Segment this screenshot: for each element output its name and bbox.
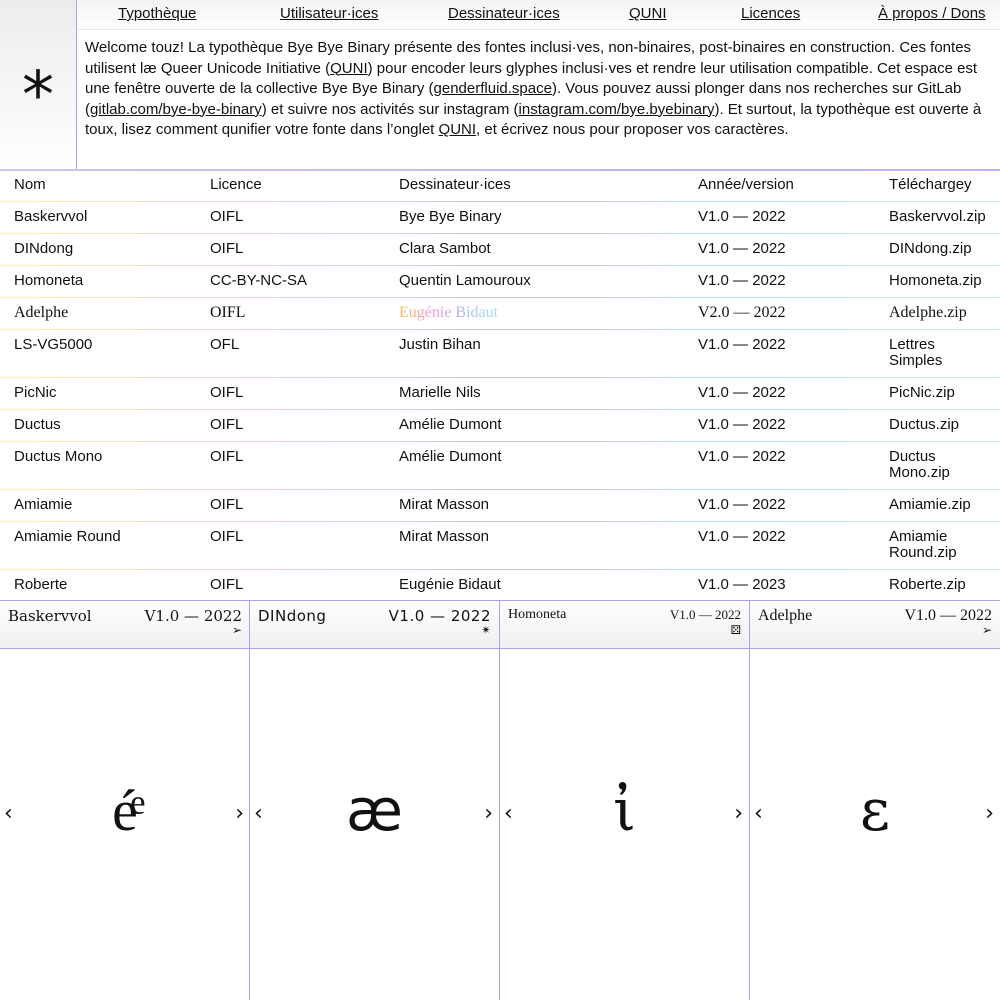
font-name-cell: PicNic [14, 384, 57, 401]
table-row[interactable] [0, 410, 1000, 442]
designer-cell: Justin Bihan [399, 336, 481, 353]
card-font-name: Baskervvol [8, 607, 92, 625]
column-header-telechargey[interactable]: Téléchargey [889, 176, 972, 193]
licence-cell: OIFL [210, 496, 244, 513]
download-link[interactable]: Amiamie Round.zip [889, 528, 957, 561]
nav-link-typotheque[interactable]: Typothèque [118, 5, 197, 22]
font-name-cell: Amiamie [14, 496, 73, 513]
table-header-row [0, 170, 1000, 202]
download-link[interactable]: Ductus.zip [889, 416, 960, 433]
next-glyph-button[interactable]: › [985, 801, 994, 826]
designer-cell: Amélie Dumont [399, 416, 502, 433]
licence-cell: OIFL [210, 528, 244, 545]
download-link[interactable]: PicNic.zip [889, 384, 955, 401]
intro-text-part: ) et suivre nos activités sur instagram ( [261, 100, 519, 118]
quni-tab-link[interactable]: QUNI [438, 121, 477, 138]
quni-link[interactable]: QUNI [330, 59, 368, 77]
licence-cell: CC-BY-NC-SA [210, 272, 307, 289]
dice-icon[interactable]: ⚄ [730, 623, 741, 637]
intro-text-part: ). Vous pouvez aussi plonger dans nos recherches sur GitLab ( [85, 80, 962, 118]
table-row[interactable] [0, 202, 1000, 234]
download-link[interactable]: Lettres Simples [889, 336, 943, 369]
font-name-cell: Ductus Mono [14, 448, 103, 465]
nav-link-utilisateurices[interactable]: Utilisateur·ices [280, 5, 379, 22]
font-name-cell: Baskervvol [14, 208, 88, 225]
designer-cell: Amélie Dumont [399, 448, 502, 465]
column-header-annee-version[interactable]: Année/version [698, 176, 794, 193]
font-name-cell: LS-VG5000 [14, 336, 93, 353]
column-header-dessinateurices[interactable]: Dessinateur·ices [399, 176, 511, 193]
card-version: V1.0 — 2022 [904, 607, 992, 624]
designer-cell: Eugénie Bidaut [399, 304, 499, 321]
prev-glyph-button[interactable]: ‹ [254, 801, 263, 826]
specimen-card-homoneta [499, 600, 749, 1000]
glyph-preview: æ [346, 776, 403, 844]
table-row[interactable] [0, 298, 1000, 330]
version-cell: V1.0 — 2023 [698, 576, 786, 593]
designer-cell: Eugénie Bidaut [399, 576, 501, 593]
table-row[interactable] [0, 442, 1000, 490]
font-name-cell: Homoneta [14, 272, 84, 289]
prev-glyph-button[interactable]: ‹ [754, 801, 763, 826]
licence-cell: OIFL [210, 576, 244, 593]
nav-link-a-propos-dons[interactable]: À propos / Dons [878, 5, 986, 22]
card-header [250, 601, 499, 649]
genderfluid-link[interactable]: genderfluid.space [433, 80, 552, 97]
table-row[interactable] [0, 378, 1000, 410]
glyph-preview: ἰ [613, 776, 636, 844]
glyph-preview: éͤ [112, 776, 138, 844]
intro-text-part: , et écrivez nous pour proposer vos caractères. [476, 121, 789, 138]
card-header [0, 601, 250, 649]
specimen-card-adelphe [749, 600, 1000, 1000]
logo[interactable] [0, 0, 77, 170]
prev-glyph-button[interactable]: ‹ [504, 801, 513, 826]
arrow-icon[interactable]: ➢ [231, 623, 242, 637]
glyph-preview: ε [859, 776, 891, 844]
version-cell: V1.0 — 2022 [698, 448, 786, 465]
font-name-cell: Amiamie Round [14, 528, 121, 545]
licence-cell: OIFL [210, 208, 244, 225]
designer-cell: Quentin Lamouroux [399, 272, 531, 289]
instagram-link[interactable]: instagram.com/bye.byebinary [518, 100, 715, 118]
table-row[interactable] [0, 234, 1000, 266]
font-name-cell: DINdong [14, 240, 74, 257]
card-font-name: DINdong [258, 607, 327, 625]
specimen-cards [0, 600, 1000, 1000]
version-cell: V1.0 — 2022 [698, 528, 786, 545]
download-link[interactable]: Amiamie.zip [889, 496, 971, 513]
designer-cell: Mirat Masson [399, 528, 490, 545]
column-header-licence[interactable]: Licence [210, 176, 262, 193]
version-cell: V1.0 — 2022 [698, 240, 786, 257]
intro-text-part: ). Et surtout, la typothèque est ouverte à toux, lisez comment qunifier votre fonte dans l’onglet [85, 100, 982, 138]
licence-cell: OIFL [210, 416, 244, 433]
card-version: V1.0 — 2022 [669, 607, 741, 622]
next-glyph-button[interactable]: › [235, 801, 244, 826]
licence-cell: OFL [210, 336, 240, 353]
download-link[interactable]: Adelphe.zip [889, 304, 967, 321]
designer-cell: Mirat Masson [399, 496, 490, 513]
table-row[interactable] [0, 490, 1000, 522]
card-font-name: Homoneta [508, 607, 567, 622]
card-header [750, 601, 1000, 649]
table-row[interactable] [0, 266, 1000, 298]
version-cell: V1.0 — 2022 [698, 208, 786, 225]
nav-link-dessinateurices[interactable]: Dessinateur·ices [448, 5, 560, 22]
star-icon[interactable]: ✴ [480, 623, 491, 637]
licence-cell: OIFL [210, 240, 244, 257]
gitlab-link[interactable]: gitlab.com/bye-bye-binary [90, 100, 262, 118]
version-cell: V1.0 — 2022 [698, 496, 786, 513]
licence-cell: OIFL [210, 448, 244, 465]
table-row[interactable] [0, 570, 1000, 600]
table-row[interactable] [0, 330, 1000, 378]
nav-link-licences[interactable]: Licences [741, 5, 801, 22]
card-font-name: Adelphe [758, 607, 813, 624]
next-glyph-button[interactable]: › [484, 801, 493, 826]
version-cell: V1.0 — 2022 [698, 416, 786, 433]
download-link[interactable]: DINdong.zip [889, 240, 972, 257]
version-cell: V1.0 — 2022 [698, 336, 786, 353]
version-cell: V1.0 — 2022 [698, 272, 786, 289]
designer-cell: Clara Sambot [399, 240, 491, 257]
intro-text [85, 38, 990, 141]
table-row[interactable] [0, 522, 1000, 570]
download-link[interactable]: Baskervvol.zip [889, 208, 986, 225]
asterisk-logo-icon: * [22, 59, 54, 133]
main-nav [78, 0, 1000, 30]
intro-text-part: Welcome touz! La typothèque Bye Bye Binary présente des fontes inclusi·ves, non-binaires, post-binaires en construction. Ces fontes utilisent læ Queer Unicode Initiative ( [85, 39, 972, 77]
card-version: V1.0 — 2022 [144, 607, 242, 625]
licence-cell: OIFL [210, 384, 244, 401]
intro-text-part: ) pour encoder leurs glyphes inclusi·ves et rendre leur utilisation compatible. Cet espace est une fenêtre ouverte de la collective Bye Bye Binary ( [85, 59, 978, 97]
font-name-cell: Ductus [14, 416, 61, 433]
font-name-cell: Roberte [14, 576, 68, 593]
download-link[interactable]: Homoneta.zip [889, 272, 982, 289]
font-name-cell: Adelphe [14, 304, 69, 321]
specimen-card-baskervvol [0, 600, 250, 1000]
designer-cell: Bye Bye Binary [399, 208, 502, 225]
arrow-icon[interactable]: ➢ [981, 623, 992, 637]
licence-cell: OIFL [210, 304, 246, 321]
card-version: V1.0 — 2022 [388, 607, 491, 625]
nav-link-quni[interactable]: QUNI [629, 5, 667, 22]
version-cell: V1.0 — 2022 [698, 384, 786, 401]
download-link[interactable]: Roberte.zip [889, 576, 966, 593]
next-glyph-button[interactable]: › [734, 801, 743, 826]
specimen-card-dindong [249, 600, 499, 1000]
designer-cell: Marielle Nils [399, 384, 481, 401]
download-link[interactable]: Ductus Mono.zip [889, 448, 950, 481]
card-header [500, 601, 749, 649]
column-header-nom[interactable]: Nom [14, 176, 46, 193]
prev-glyph-button[interactable]: ‹ [4, 801, 13, 826]
version-cell: V2.0 — 2022 [698, 304, 786, 321]
